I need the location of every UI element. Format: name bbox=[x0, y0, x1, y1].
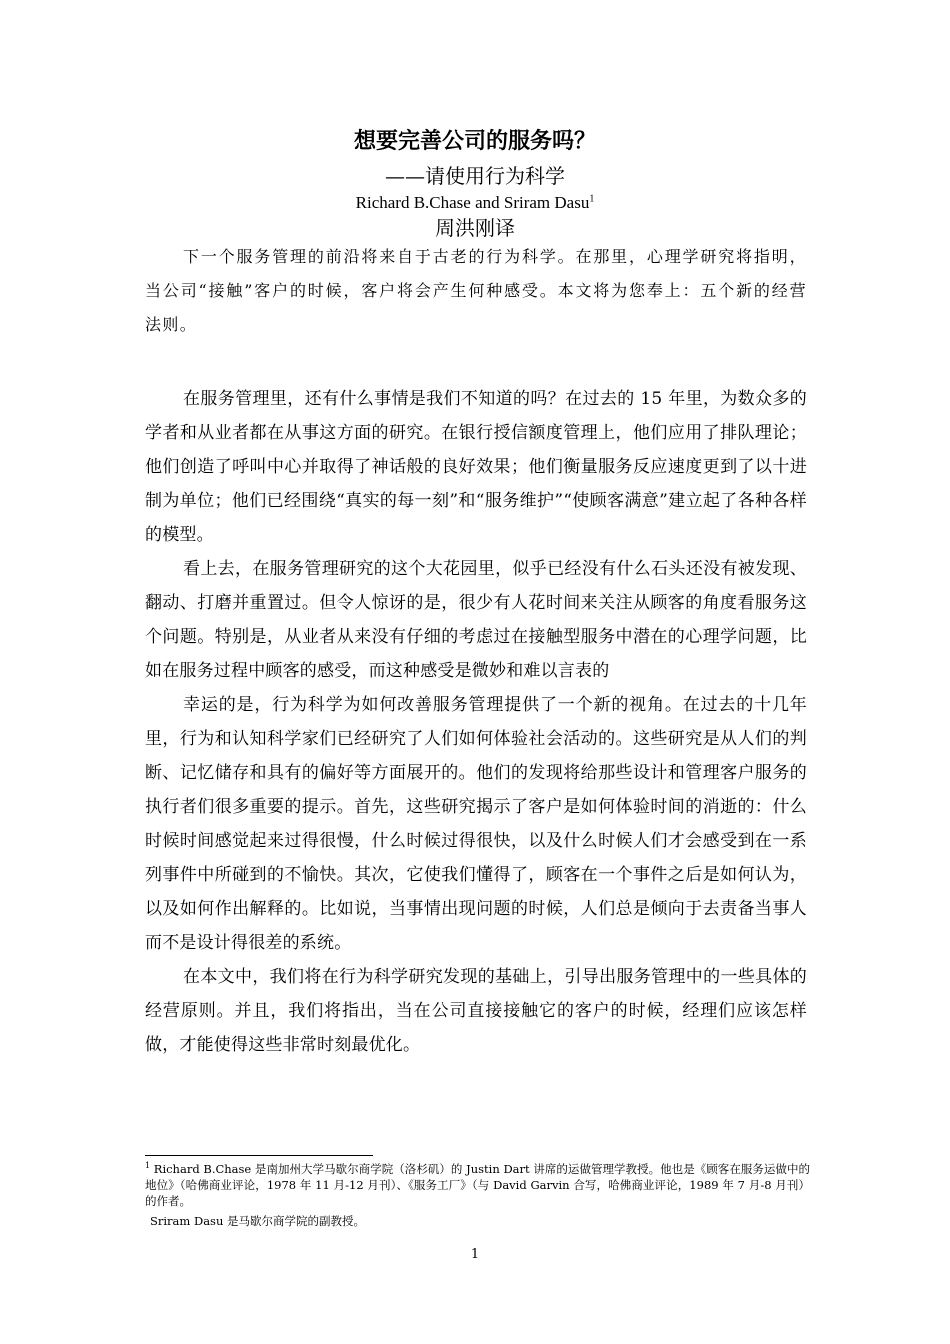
footnote-mark: 1 bbox=[145, 1161, 151, 1171]
body-paragraph: 看上去，在服务管理研究的这个大花园里，似乎已经没有什么石头还没有被发现、翻动、打磨并重置过。但令人惊讶的是，很少有人花时间来关注从顾客的角度看服务这个问题。特别是，从业者从来没有仔细的考虑过在接触型服务中潜在的心理学问题，比如在服务过程中顾客的感受，而这种感受是微妙和难以言表的 bbox=[145, 559, 807, 681]
authors-text: Richard B.Chase and Sriram Dasu bbox=[355, 193, 590, 212]
footnote-divider bbox=[145, 1155, 373, 1156]
article-subtitle: ——请使用行为科学 bbox=[385, 164, 565, 188]
body-paragraph: 在本文中，我们将在行为科学研究发现的基础上，引导出服务管理中的一些具体的经营原则。并且，我们将指出，当在公司直接接触它的客户的时候，经理们应该怎样做，才能使得这些非常时刻最优化。 bbox=[145, 967, 807, 1055]
article-title: 想要完善公司的服务吗？ bbox=[353, 128, 596, 154]
footnote-text: Richard B.Chase 是南加州大学马歇尔商学院（洛杉矶）的 Justin Dart 讲席的运做管理学教授。他也是《顾客在服务运做中的地位》（哈佛商业评论，1978 年 11 月-12 月刊）、《服务工厂》（与 David Garvin 合写，哈佛商业评论，1989 年 7 月-8 月刊）的作者。 bbox=[145, 1162, 810, 1208]
footnote-reference: 1 bbox=[589, 193, 595, 205]
body-paragraph: 在服务管理里，还有什么事情是我们不知道的吗？在过去的 15 年里，为数众多的学者和从业者都在从事这方面的研究。在银行授信额度管理上，他们应用了排队理论；他们创造了呼叫中心并取得了神话般的良好效果；他们衡量服务反应速度更到了以十进制为单位；他们已经围绕“真实的每一刻”和“服务维护”“使顾客满意”建立起了各种各样的模型。 bbox=[145, 389, 807, 545]
article-body bbox=[145, 382, 807, 1062]
article-translator: 周洪刚译 bbox=[435, 216, 515, 240]
abstract-paragraph: 下一个服务管理的前沿将来自于古老的行为科学。在那里，心理学研究将指明，当公司“接触”客户的时候，客户将会产生何种感受。本文将为您奉上：五个新的经营法则。 bbox=[145, 247, 807, 334]
footnote-1 bbox=[145, 1161, 810, 1209]
article-authors bbox=[0, 192, 950, 214]
footnote-2: Sriram Dasu 是马歇尔商学院的副教授。 bbox=[150, 1214, 366, 1228]
page-number: 1 bbox=[470, 1247, 480, 1262]
body-paragraph: 幸运的是，行为科学为如何改善服务管理提供了一个新的视角。在过去的十几年里，行为和认知科学家们已经研究了人们如何体验社会活动的。这些研究是从人们的判断、记忆储存和具有的偏好等方面展开的。他们的发现将给那些设计和管理客户服务的执行者们很多重要的提示。首先，这些研究揭示了客户是如何体验时间的消逝的：什么时候时间感觉起来过得很慢，什么时候过得很快，以及什么时候人们才会感受到在一系列事件中所碰到的不愉快。其次，它使我们懂得了，顾客在一个事件之后是如何认为，以及如何作出解释的。比如说，当事情出现问题的时候，人们总是倾向于去责备当事人而不是设计得很差的系统。 bbox=[145, 695, 807, 953]
